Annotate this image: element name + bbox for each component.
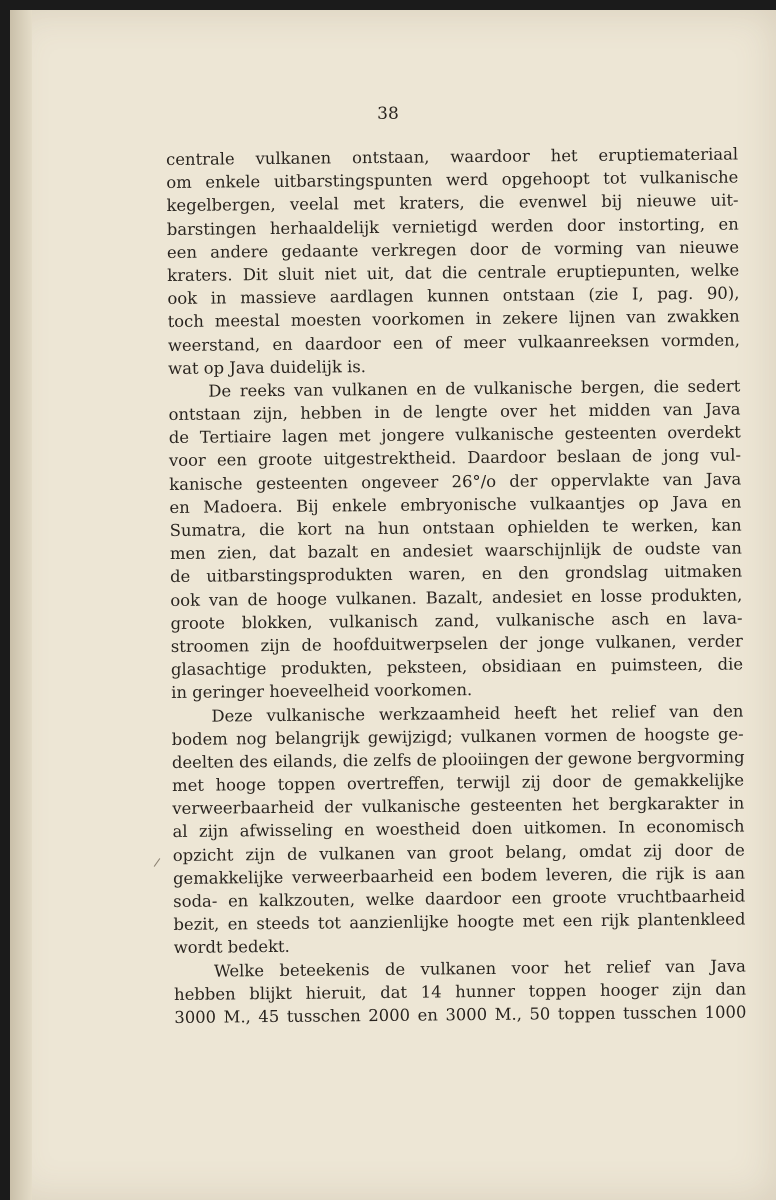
text-line: ook van de hooge vulkanen. Bazalt, andesiet en losse produkten, bbox=[170, 585, 743, 610]
text-line: men zien, dat bazalt en andesiet waarschijnlijk de oudste van bbox=[169, 538, 742, 564]
text-line: ontstaan zijn, hebben in de lengte over het midden van Java bbox=[168, 399, 741, 425]
text-line: stroomen zijn de hoofduitwerpselen der jonge vulkanen, verder bbox=[170, 631, 743, 656]
text-line: deelten des eilands, die zelfs de plooiingen der gewone bergvorming bbox=[171, 747, 745, 772]
page-number: 38 bbox=[377, 104, 399, 124]
text-line: al zijn afwisseling en woestheid doen uitkomen. In economisch bbox=[172, 816, 745, 842]
text-line: 3000 M., 45 tusschen 2000 en 3000 M., 50 toppen tusschen 1000 bbox=[174, 1002, 747, 1027]
page-gutter bbox=[10, 10, 32, 1200]
body-text bbox=[166, 143, 746, 1030]
text-line: soda- en kalkzouten, welke daardoor een groote vruchtbaarheid bbox=[173, 886, 746, 911]
text-line: en Madoera. Bij enkele embryonische vulkaantjes op Java en bbox=[169, 492, 742, 517]
text-line: wat op Java duidelijk is. bbox=[168, 356, 367, 378]
paragraph-start-line: Deze vulkanische werkzaamheid heeft het relief van den bbox=[211, 700, 744, 726]
text-line: opzicht zijn de vulkanen van groot belang, omdat zij door de bbox=[172, 840, 745, 865]
text-line: voor een groote uitgestrektheid. Daardoor beslaan de jong vul- bbox=[168, 445, 742, 471]
text-line: wordt bedekt. bbox=[173, 937, 290, 958]
text-line: de Tertiaire lagen met jongere vulkanische gesteenten overdekt bbox=[168, 422, 741, 448]
text-line: kraters. Dit sluit niet uit, dat die centrale eruptiepunten, welke bbox=[167, 260, 740, 285]
text-line: bodem nog belangrijk gewijzigd; vulkanen vormen de hoogste ge- bbox=[171, 724, 744, 749]
text-line: Sumatra, die kort na hun ontstaan ophielden te werken, kan bbox=[169, 515, 742, 540]
paragraph-start-line: Welke beteekenis de vulkanen voor het relief van Java bbox=[213, 956, 746, 981]
paragraph-start-line: De reeks van vulkanen en de vulkanische bergen, die sedert bbox=[208, 376, 741, 401]
text-line: met hooge toppen overtreffen, terwijl zij door de gemakkelijke bbox=[172, 770, 745, 796]
text-line: barstingen herhaaldelijk vernietigd werden door instorting, en bbox=[166, 214, 739, 239]
text-line: glasachtige produkten, peksteen, obsidiaan en puimsteen, die bbox=[170, 654, 744, 680]
text-line: kegelbergen, veelal met kraters, die evenwel bij nieuwe uit- bbox=[166, 190, 739, 216]
text-line: de uitbarstingsprodukten waren, en den grondslag uitmaken bbox=[170, 561, 743, 587]
text-line: gemakkelijke verweerbaarheid een bodem leveren, die rijk is aan bbox=[172, 863, 746, 888]
text-line: bezit, en steeds tot aanzienlijke hoogte met een rijk plantenkleed bbox=[173, 909, 746, 935]
text-line: hebben blijkt hieruit, dat 14 hunner toppen hooger zijn dan bbox=[174, 979, 747, 1004]
text-line: ook in massieve aardlagen kunnen ontstaan (zie I, pag. 90), bbox=[167, 283, 740, 309]
text-line: verweerbaarheid der vulkanische gesteenten het bergkarakter in bbox=[172, 793, 745, 819]
text-line: weerstand, en daardoor een of meer vulkaanreeksen vormden, bbox=[167, 330, 740, 355]
text-line: toch meestal moesten voorkomen in zekere lijnen van zwakken bbox=[167, 306, 740, 332]
text-line: om enkele uitbarstingspunten werd opgehoopt tot vulkanische bbox=[166, 167, 739, 193]
text-line: kanische gesteenten ongeveer 26°/o der oppervlakte van Java bbox=[169, 469, 742, 494]
text-line: in geringer hoeveelheid voorkomen. bbox=[171, 680, 473, 703]
text-line: centrale vulkanen ontstaan, waardoor het eruptiemateriaal bbox=[166, 144, 739, 169]
text-line: groote blokken, vulkanisch zand, vulkanische asch en lava- bbox=[170, 608, 743, 633]
text-line: een andere gedaante verkregen door de vorming van nieuwe bbox=[166, 237, 740, 262]
